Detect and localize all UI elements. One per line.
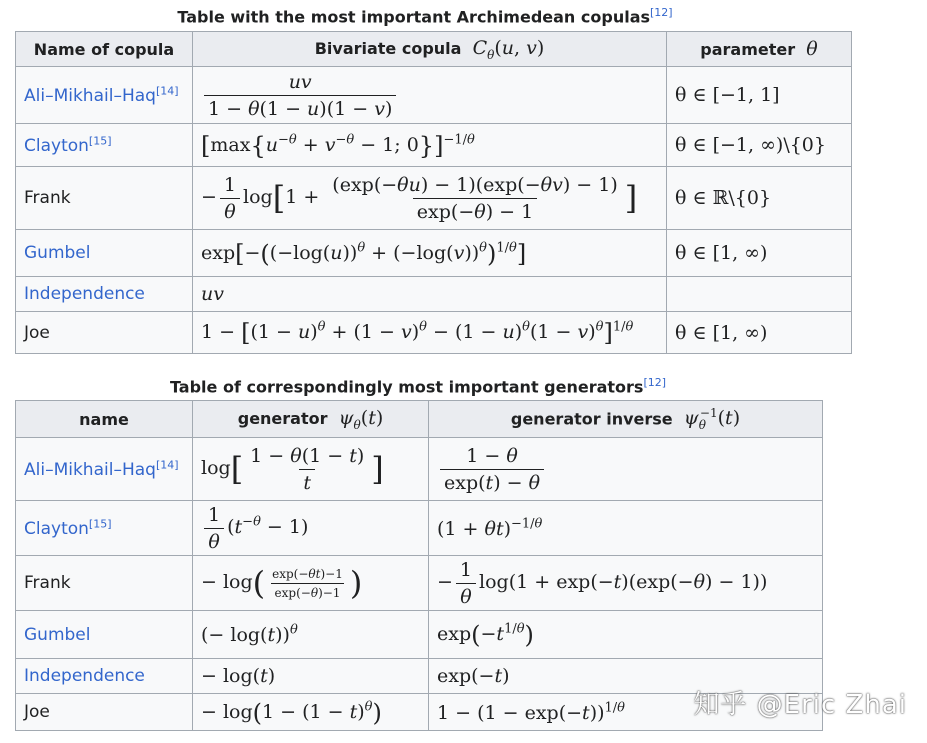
table1-caption <box>0 6 850 26</box>
param-text: θ ∈ [1, ∞) <box>675 321 768 344</box>
generator-cell <box>193 611 429 659</box>
table-row <box>16 230 852 277</box>
copula-link-gumbel[interactable]: Gumbel <box>24 243 91 263</box>
header-name: name <box>16 401 193 438</box>
copula-link-independence[interactable]: Independence <box>24 284 145 304</box>
formula: uv <box>201 283 224 305</box>
table2-caption-ref[interactable]: [12] <box>643 376 667 389</box>
inverse-cell <box>429 438 823 501</box>
generator-name-cell <box>16 659 193 694</box>
formula: [$\max\{u^{-\theta} + v^{-\theta} - 1$; 0}]$^{-1/\theta}$ <box>201 131 475 160</box>
copula-name-cell <box>16 277 193 312</box>
generator-formula: log[ $\frac{1 - \theta(1 - t)}{t}$ ] <box>201 444 384 494</box>
generator-formula: (− log(t))$^\theta$ <box>201 622 298 647</box>
inverse-formula: − $\frac{1}{\theta}$ log(1 + exp(−t)(exp(−θ) − 1)) <box>437 558 768 608</box>
inverse-formula: $1 - (1 - \exp(-t))^{1/\theta}$ <box>437 700 625 724</box>
watermark: 知乎 @Eric Zhai <box>693 690 907 720</box>
table-row <box>16 277 852 312</box>
copula-formula-cell <box>193 312 667 354</box>
generator-name-cell <box>16 556 193 611</box>
copula-name-cell <box>16 67 193 124</box>
param-cell <box>667 312 852 354</box>
generator-cell <box>193 501 429 556</box>
header-generator: generator $\psi_\theta(t)$ <box>193 401 429 438</box>
copula-formula-cell <box>193 277 667 312</box>
inverse-formula: exp(−t) <box>437 665 510 687</box>
copula-formula-cell <box>193 230 667 277</box>
table-row <box>16 611 823 659</box>
header-parameter: parameter θ <box>667 32 852 67</box>
copula-link-amh[interactable]: Ali–Mikhail–Haq[14] <box>24 84 179 106</box>
param-cell <box>667 277 852 312</box>
copula-name-cell <box>16 167 193 230</box>
inverse-formula: $\exp(-t^{1/\theta})$ <box>437 621 534 650</box>
formula: $\frac{uv}{1 - \theta(1 - u)(1 - v)}$ <box>201 83 399 105</box>
generator-cell <box>193 659 429 694</box>
copula-name-cell <box>16 312 193 354</box>
table-row <box>16 501 823 556</box>
header-name-of-copula: Name of copula <box>16 32 193 67</box>
copula-name-joe: Joe <box>24 322 50 343</box>
generator-name-joe: Joe <box>24 702 50 722</box>
generator-name-cell <box>16 611 193 659</box>
generator-name-cell <box>16 501 193 556</box>
inverse-cell <box>429 556 823 611</box>
generator-formula: − log( $\frac{\exp(-\theta t)-1}{\exp(-\theta)-1}$ ) <box>201 564 363 602</box>
generator-link-gumbel[interactable]: Gumbel <box>24 624 91 645</box>
table1-caption-ref[interactable]: [12] <box>650 6 673 19</box>
table-row <box>16 167 852 230</box>
copulas-table <box>15 31 852 354</box>
header-bivariate-copula: Bivariate copula $C_\theta(u$, v) <box>193 32 667 67</box>
formula: $\exp[-((-\log(u))^\theta + (-\log(v))^\theta)^{1/\theta}]$ <box>201 239 527 268</box>
generator-formula: − $\log(1 - (1 - t)^\theta)$ <box>201 698 382 727</box>
param-cell <box>667 124 852 167</box>
inverse-formula: $(1 + \theta t)^{-1/\theta}$ <box>437 516 543 540</box>
formula: $1 - [(1 - u)^\theta + (1 - v)^\theta - (1 - u)^\theta(1 - v)^\theta]^{1/\theta}$ <box>201 319 634 348</box>
copula-name-cell <box>16 230 193 277</box>
param-cell <box>667 230 852 277</box>
copula-name-cell <box>16 124 193 167</box>
generator-cell <box>193 438 429 501</box>
param-text: θ ∈ [−1, 1] <box>675 84 780 106</box>
generators-table <box>15 400 823 731</box>
inverse-cell <box>429 501 823 556</box>
table-row <box>16 556 823 611</box>
table2-caption <box>0 376 836 396</box>
table-row <box>16 67 852 124</box>
param-text: θ ∈ [1, ∞) <box>675 242 768 264</box>
table-row <box>16 124 852 167</box>
table1-caption-text: Table with the most important Archimedean copulas <box>177 7 651 27</box>
generator-name-cell <box>16 438 193 501</box>
formula: − $\frac{1}{\theta}$ log[1 + $\frac{(\exp(-\theta u) - 1)(\exp(-\theta v) - 1)}{\exp(-\theta) - 1}$ ] <box>201 173 638 223</box>
generators-header-row <box>16 401 823 438</box>
inverse-cell <box>429 611 823 659</box>
copulas-header-row <box>16 32 852 67</box>
table-row <box>16 438 823 501</box>
param-text: θ ∈ ℝ\{0} <box>675 187 772 209</box>
param-text: θ ∈ [−1, ∞)\{0} <box>675 134 826 156</box>
table-row <box>16 312 852 354</box>
inverse-formula: $\frac{1 - \theta}{\exp(t) - \theta}$ <box>437 457 547 479</box>
generator-link-independence[interactable]: Independence <box>24 666 145 686</box>
copula-formula-cell <box>193 67 667 124</box>
generator-cell <box>193 694 429 731</box>
param-cell <box>667 167 852 230</box>
generator-formula: − log(t) <box>201 665 276 687</box>
copula-link-clayton[interactable]: Clayton[15] <box>24 134 112 156</box>
param-cell <box>667 67 852 124</box>
generator-formula: $\frac{1}{\theta}$ $(t^{-\theta} - 1)$ <box>201 516 308 538</box>
copula-name-frank: Frank <box>24 188 71 208</box>
header-generator-inverse: generator inverse $\psi_\theta^{-1}(t)$ <box>429 401 823 438</box>
generator-name-cell <box>16 694 193 731</box>
copula-formula-cell <box>193 167 667 230</box>
table2-caption-text: Table of correspondingly most important generators <box>169 377 644 397</box>
generator-cell <box>193 556 429 611</box>
generator-link-amh[interactable]: Ali–Mikhail–Haq[14] <box>24 458 179 480</box>
generator-link-clayton[interactable]: Clayton[15] <box>24 517 112 539</box>
copula-formula-cell <box>193 124 667 167</box>
generator-name-frank: Frank <box>24 573 71 593</box>
